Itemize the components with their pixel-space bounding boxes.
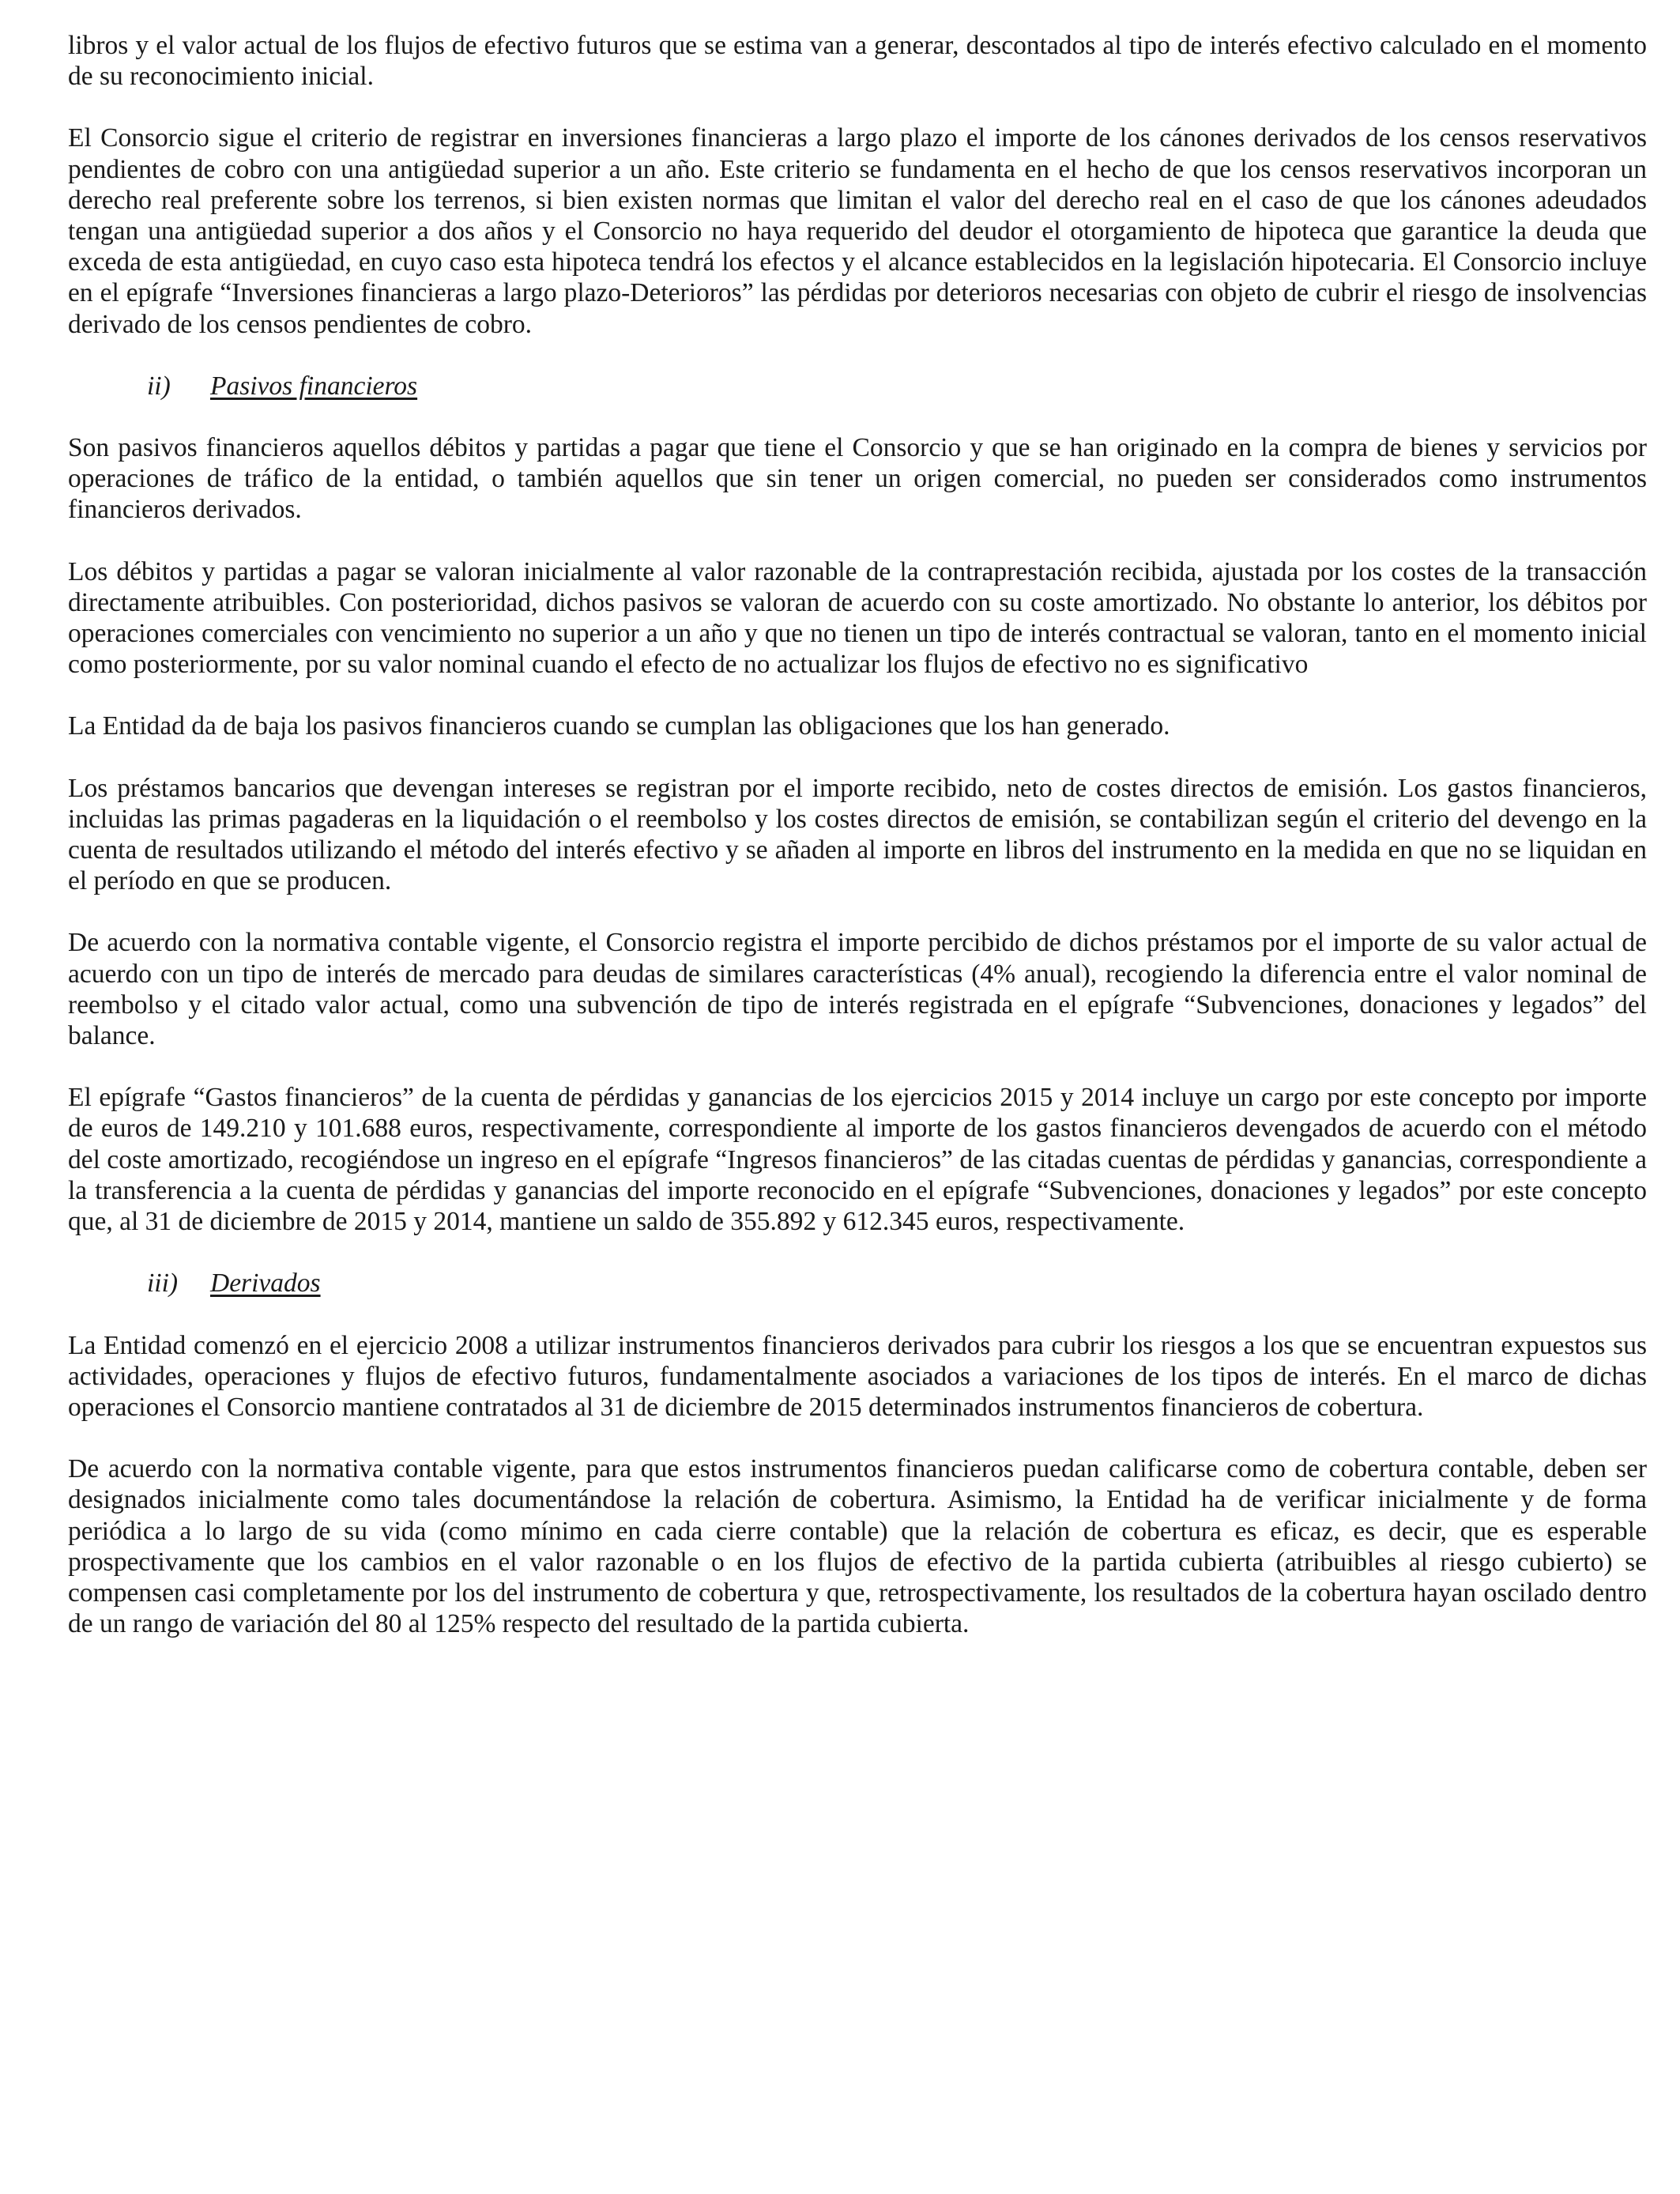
paragraph-discounted-cash-flows: libros y el valor actual de los flujos de efectivo futuros que se estima van a generar, descontados al tipo de interés efectivo calculado en el momento de su reconocimiento inicial. (68, 31, 1647, 92)
paragraph-censos-reservativos: El Consorcio sigue el criterio de registrar en inversiones financieras a largo plazo el importe de los cánones derivados de los censos reservativos pendientes de cobro con una antigüedad superior a un año. Este criterio se fundamenta en el hecho de que los censos reservativos incorporan un derecho real preferente sobre los terrenos, si bien existen normas que limitan el valor del derecho real en el caso de que los cánones adeudados tengan una antigüedad superior a dos años y el Consorcio no haya requerido del deudor el otorgamiento de hipoteca que garantice la deuda que exceda de esta antigüedad, en cuyo caso esta hipoteca tendrá los efectos y el alcance establecidos en la legislación hipotecaria. El Consorcio incluye en el epígrafe “Inversiones financieras a largo plazo-Deterioros” las pérdidas por deterioros necesarias con objeto de cubrir el riesgo de insolvencias derivado de los censos pendientes de cobro. (68, 123, 1647, 339)
section-number: ii) (147, 371, 171, 401)
section-title: Derivados (210, 1269, 321, 1299)
section-title: Pasivos financieros (210, 371, 418, 401)
paragraph-debitos-valoracion: Los débitos y partidas a pagar se valoran inicialmente al valor razonable de la contraprestación recibida, ajustada por los costes de la transacción directamente atribuibles. Con posterioridad, dichos pasivos se valoran de acuerdo con su coste amortizado. No obstante lo anterior, los débitos por operaciones comerciales con vencimiento no superior a un año y que no tienen un tipo de interés contractual se valoran, tanto en el momento inicial como posteriormente, por su valor nominal cuando el efecto de no actualizar los flujos de efectivo no es significativo (68, 556, 1647, 680)
section-number: iii) (147, 1269, 179, 1299)
paragraph-cobertura-contable: De acuerdo con la normativa contable vigente, para que estos instrumentos financieros puedan calificarse como de cobertura contable, deben ser designados inicialmente como tales documentándose la relación de cobertura. Asimismo, la Entidad ha de verificar inicialmente y de forma periódica a lo largo de su vida (como mínimo en cada cierre contable) que la relación de cobertura es eficaz, es decir, que es esperable prospectivamente que los cambios en el valor razonable o en los flujos de efectivo de la partida cubierta (atribuibles al riesgo cubierto) se compensen casi completamente por los del instrumento de cobertura y que, retrospectivamente, los resultados de la cobertura hayan oscilado dentro de un rango de variación del 80 al 125% respecto del resultado de la partida cubierta. (68, 1454, 1647, 1639)
paragraph-subvencion-tipo-interes: De acuerdo con la normativa contable vigente, el Consorcio registra el importe percibido de dichos préstamos por el importe de su valor actual de acuerdo con un tipo de interés de mercado para deudas de similares características (4% anual), recogiendo la diferencia entre el valor nominal de reembolso y el citado valor actual, como una subvención de tipo de interés registrada en el epígrafe “Subvenciones, donaciones y legados” del balance. (68, 928, 1647, 1051)
section-heading-derivados (68, 1268, 1647, 1299)
document-page (68, 30, 1647, 1670)
paragraph-gastos-financieros: El epígrafe “Gastos financieros” de la cuenta de pérdidas y ganancias de los ejercicios 2015 y 2014 incluye un cargo por este concepto por importe de euros de 149.210 y 101.688 euros, respectivamente, correspondiente al importe de los gastos financieros devengados de acuerdo con el método del coste amortizado, recogiéndose un ingreso en el epígrafe “Ingresos financieros” de las citadas cuentas de pérdidas y ganancias, correspondiente a la transferencia a la cuenta de pérdidas y ganancias del importe reconocido en el epígrafe “Subvenciones, donaciones y legados” por este concepto que, al 31 de diciembre de 2015 y 2014, mantiene un saldo de 355.892 y 612.345 euros, respectivamente. (68, 1083, 1647, 1237)
paragraph-baja-pasivos: La Entidad da de baja los pasivos financieros cuando se cumplan las obligaciones que los han generado. (68, 711, 1170, 741)
paragraph-pasivos-definition: Son pasivos financieros aquellos débitos y partidas a pagar que tiene el Consorcio y que se han originado en la compra de bienes y servicios por operaciones de tráfico de la entidad, o también aquellos que sin tener un origen comercial, no pueden ser considerados como instrumentos financieros derivados. (68, 433, 1647, 525)
section-heading-pasivos-financieros (68, 371, 1647, 401)
paragraph-prestamos-bancarios: Los préstamos bancarios que devengan intereses se registran por el importe recibido, neto de costes directos de emisión. Los gastos financieros, incluidas las primas pagaderas en la liquidación o el reembolso y los costes directos de emisión, se contabilizan según el criterio del devengo en la cuenta de resultados utilizando el método del interés efectivo y se añaden al importe en libros del instrumento en la medida en que no se liquidan en el período en que se producen. (68, 773, 1647, 896)
paragraph-derivados-uso: La Entidad comenzó en el ejercicio 2008 a utilizar instrumentos financieros derivados para cubrir los riesgos a los que se encuentran expuestos sus actividades, operaciones y flujos de efectivo futuros, fundamentalmente asociados a variaciones de los tipos de interés. En el marco de dichas operaciones el Consorcio mantiene contratados al 31 de diciembre de 2015 determinados instrumentos financieros de cobertura. (68, 1330, 1647, 1422)
